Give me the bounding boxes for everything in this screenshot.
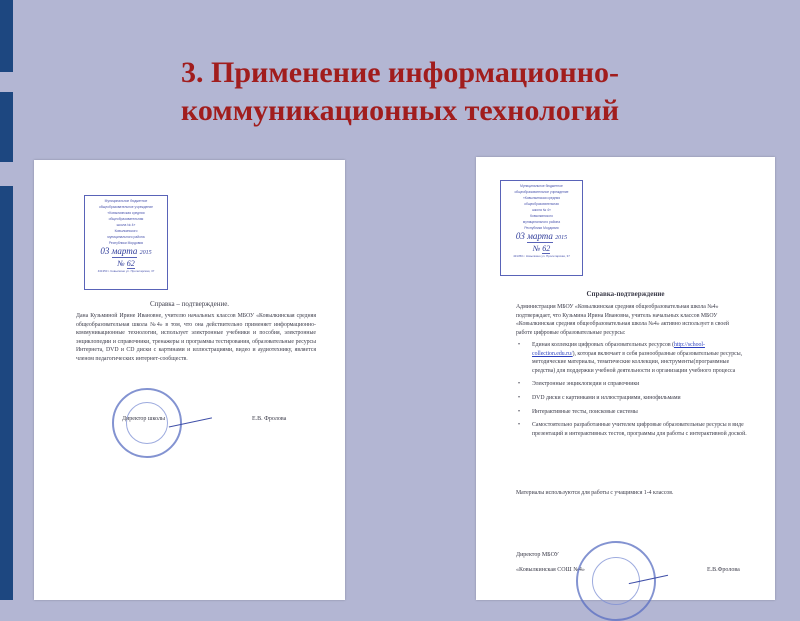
certificate-heading-right: Справка-подтверждение [586, 290, 665, 298]
slide-title-line-1: 3. Применение информационно- [181, 56, 619, 89]
stamp-number-sign: № [117, 259, 125, 268]
stamp-footer: 431350 г. Ковылкино ул. Пролетарская, 37 [97, 269, 155, 273]
school-collection-link[interactable]: http://school-collection.edu.ru/ [532, 342, 705, 357]
certificate-intro-right: Администрация МБОУ «Ковылкинская средняя общеобразовательная школа №4» подтверждает, что Кузьмина Ирина Ивановна, учитель начальных классов МБОУ «Ковылкинская средняя общеобразовательная школа №4» активно использует в своей работе цифровые образовательные ресурсы: [516, 304, 730, 336]
list-item: • Интерактивные тесты, поисковые системы [516, 408, 748, 417]
school-seal-right [576, 541, 656, 621]
stamp-line: муниципального района [107, 235, 145, 239]
list-item: • DVD диски с картинками и иллюстрациями, кинофильмами [516, 394, 748, 403]
slide-title [60, 54, 740, 130]
stamp-date-year: 2015 [139, 250, 152, 256]
list-item-text: ), которая включает в себя разнообразные образовательные ресурсы, методические материалы, тематические коллекции, инструменты(программные средства) для поддержки учебной деятельности и организации учебного процесса [532, 350, 743, 374]
director-org-right: «Ковылкинская СОШ №4» [516, 567, 585, 573]
stamp-number-sign: № [532, 244, 541, 253]
director-name-left: Е.В. Фролова [252, 416, 287, 422]
director-label-right: Директор МБОУ [516, 552, 559, 558]
stamp-line: общеобразовательная [108, 217, 144, 221]
certificate-heading-left: Справка – подтверждение. [149, 300, 230, 308]
director-label-left: Директор школы [122, 416, 166, 422]
stamp-number [85, 259, 167, 269]
stamp-line: школа № 4» [116, 223, 136, 227]
director-name-right: Е.В.Фролова [707, 567, 740, 573]
list-item-text: Единая коллекция цифровых образовательных ресурсов ( [532, 342, 675, 348]
stamp-line: Ковылкинского [114, 229, 138, 233]
stamp-line: «Ковылкинская средняя [107, 211, 145, 215]
stamp-line: Республики Мордовия [108, 241, 144, 245]
stamp-line: Республики Мордовия [524, 226, 559, 230]
stamp-number [501, 244, 582, 254]
stamp-date-day: 03 [100, 246, 110, 256]
sidebar-bar-2 [0, 92, 13, 162]
stamp-date-month: марта [527, 231, 553, 241]
stamp-date-day: 03 [515, 231, 525, 241]
stamp-line: общеобразовательная [524, 202, 559, 206]
stamp-line: школа № 4» [532, 208, 551, 212]
stamp-line: общеобразовательное учреждение [98, 205, 154, 209]
stamp-line: Муниципальное бюджетное [520, 184, 563, 188]
materials-note: Материалы используются для работы с учащимися 1-4 классов. [516, 490, 674, 496]
sidebar-bar-1 [0, 0, 13, 72]
stamp-date [501, 231, 582, 244]
list-item: • Самостоятельно разработанные учителем цифровые образовательные ресурсы в виде презентаций и интерактивных тестов, программы для работы с интерактивной доской. [516, 421, 748, 438]
stamp-line: Муниципальное бюджетное [104, 199, 148, 203]
school-stamp-left [84, 195, 168, 290]
certificate-document-left [34, 160, 345, 600]
certificate-document-right [476, 157, 775, 600]
sidebar-bar-3 [0, 186, 13, 600]
slide-title-line-2: коммуникационных технологий [180, 94, 620, 127]
stamp-line: «Ковылкинская средняя [523, 196, 560, 200]
stamp-number-value: 62 [542, 244, 551, 253]
stamp-number-value: 62 [126, 259, 135, 268]
stamp-line: Ковылкинского [530, 214, 553, 218]
stamp-date-month: марта [111, 246, 138, 256]
stamp-date-year: 2015 [555, 235, 568, 241]
stamp-line: общеобразовательное учреждение [514, 190, 569, 194]
stamp-footer: 431350 г. Ковылкино ул. Пролетарская, 37 [513, 254, 570, 258]
resources-list [516, 341, 748, 443]
school-stamp-right [500, 180, 583, 276]
stamp-date [85, 246, 167, 259]
stamp-line: муниципального района [522, 220, 561, 224]
list-item: • Электронные энциклопедии и справочники [516, 380, 748, 389]
certificate-body-left: Дана Кузьминой Ирине Ивановне, учителю начальных классов МБОУ «Ковылкинская средняя общеобразовательная школа №4» в том, что она действительно применяет информационно-коммуникационные технологии, использует электронные учебники и пособия, электронные энциклопедии и справочники, тренажеры и программы тестирования, образовательные ресурсы Интернета, DVD и CD диски с картинами и иллюстрациями, видео и аудиотехнику, является членом педагогических интернет-сообществ. [76, 313, 316, 362]
list-item [516, 341, 748, 375]
